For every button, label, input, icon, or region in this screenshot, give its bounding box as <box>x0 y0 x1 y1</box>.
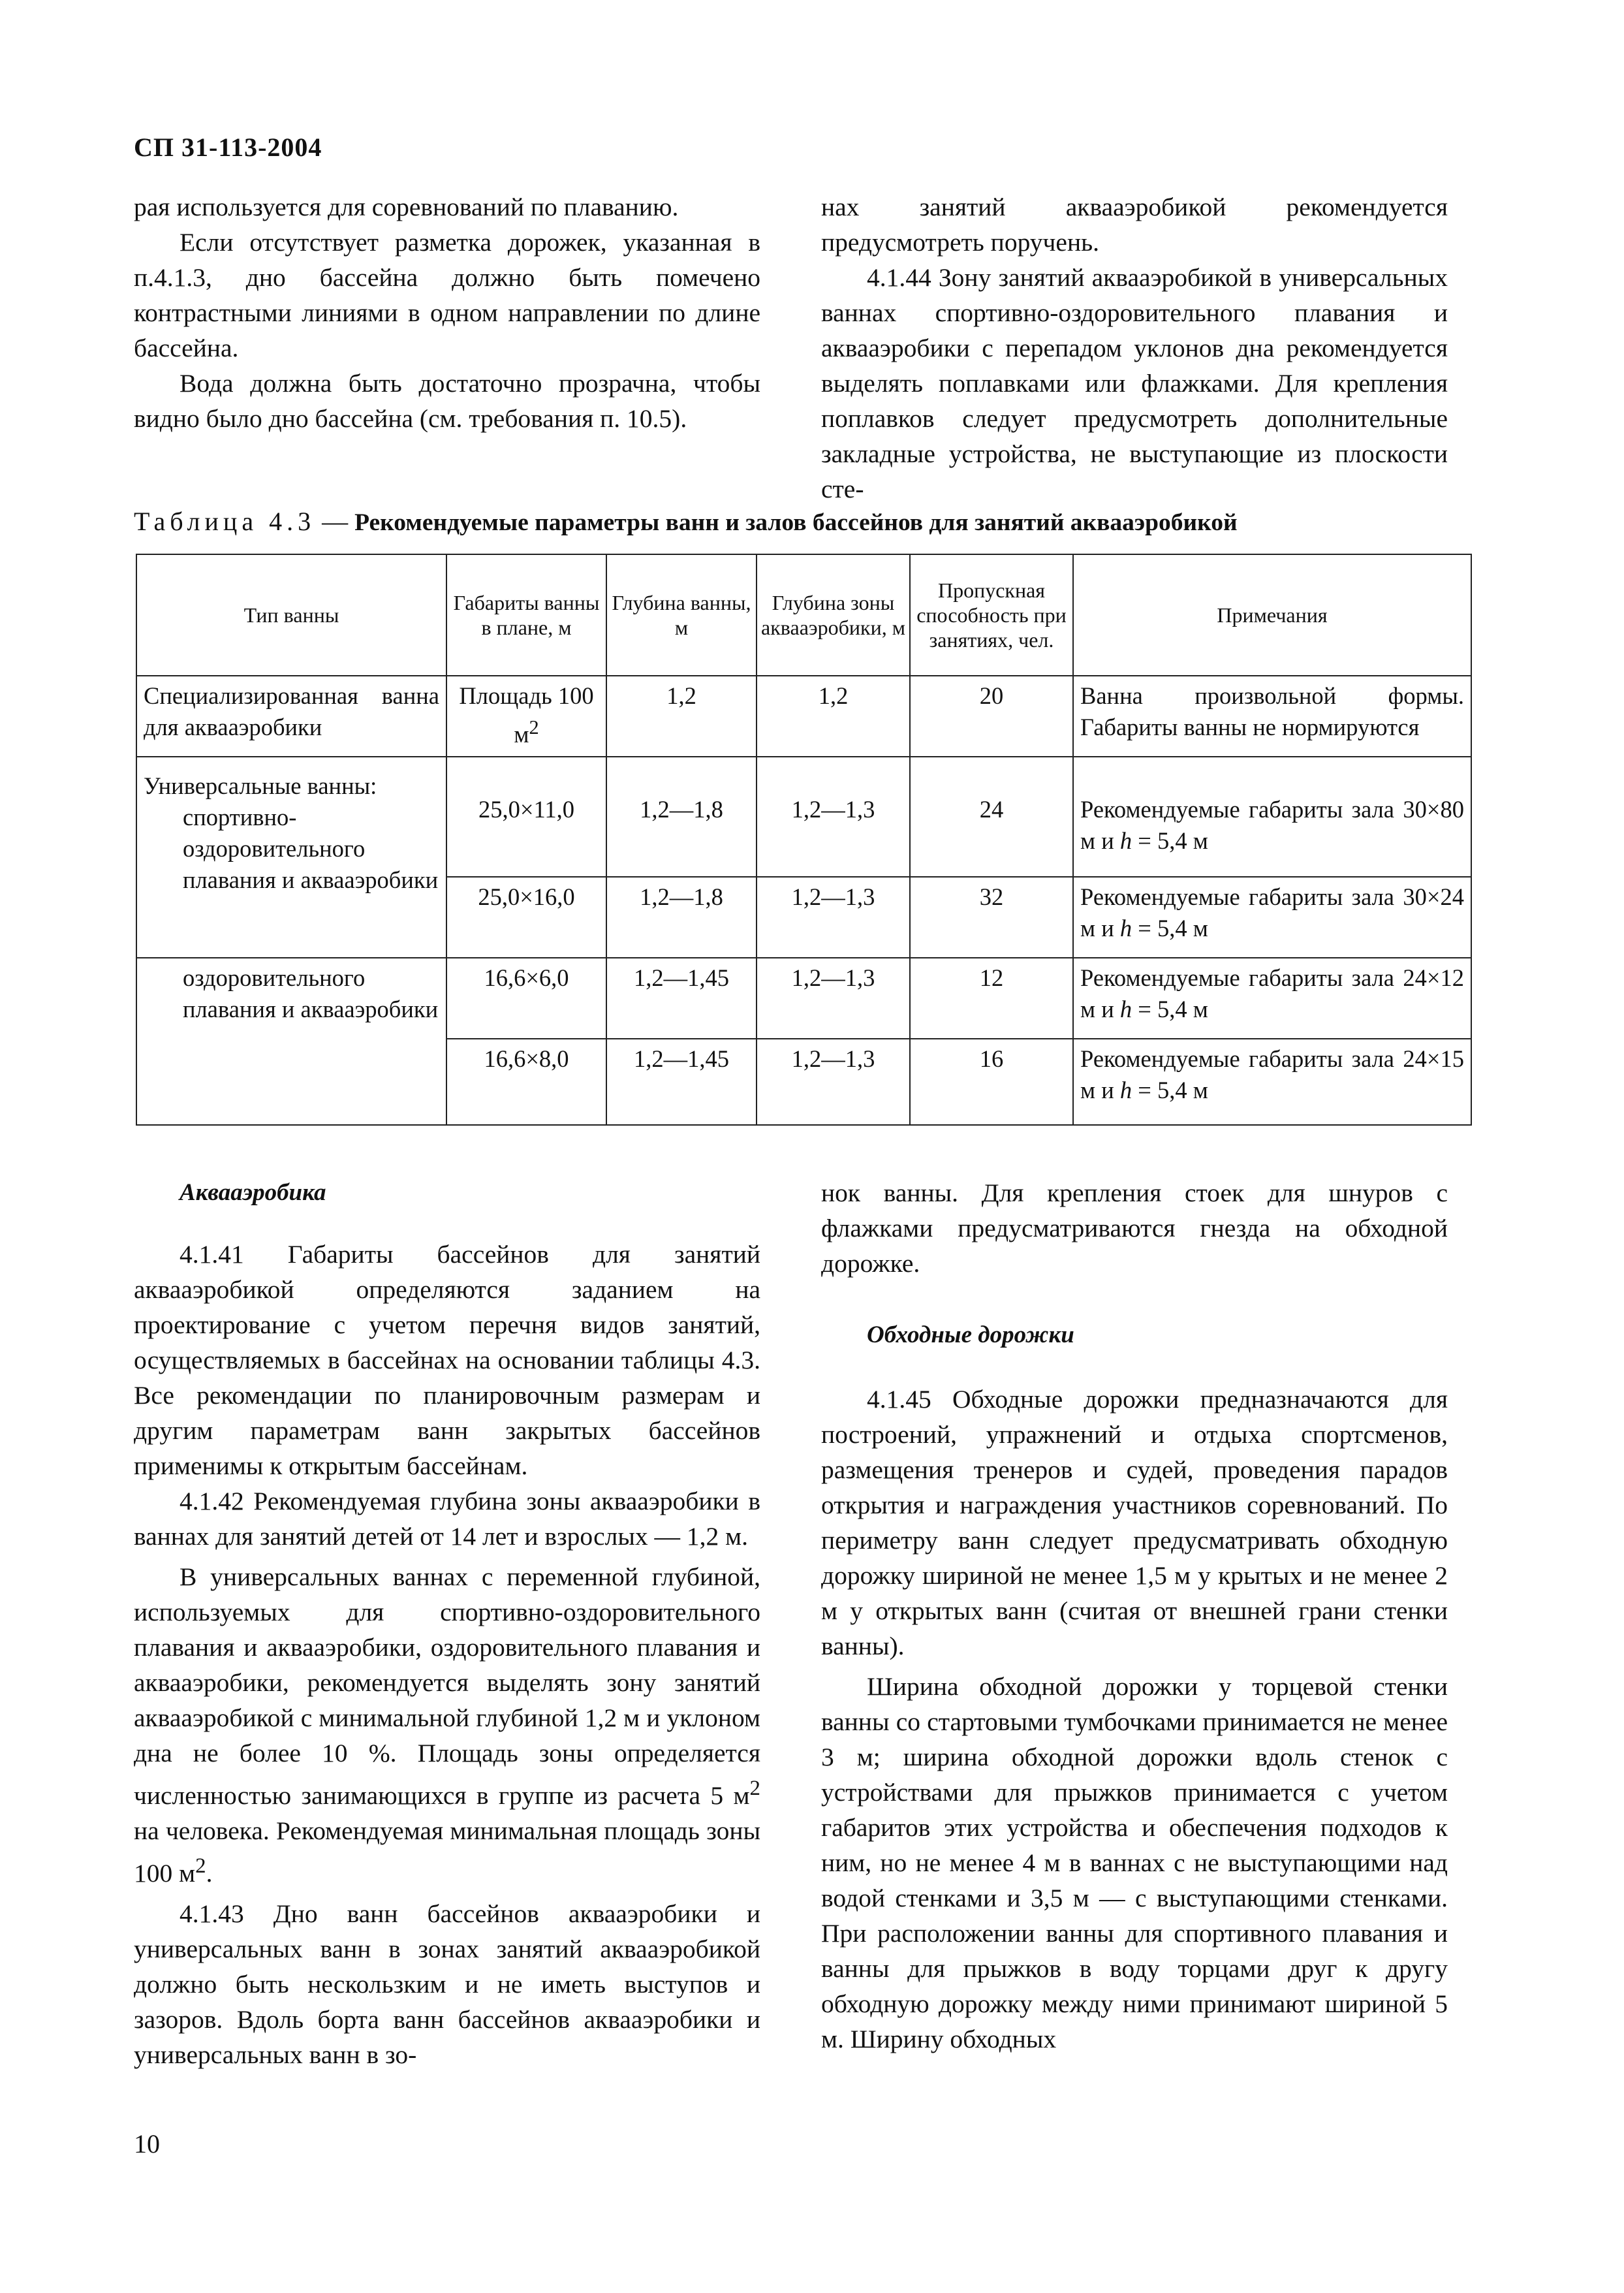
depth-cell: 1,2—1,8 <box>606 877 757 958</box>
paragraph: Вода должна быть достаточно прозрачна, чтобы видно было дно бассейна (см. требования п. 10.5). <box>134 369 760 433</box>
note-cell: Рекомендуемые габариты зала 24×12 м и h = 5,4 м <box>1073 958 1471 1039</box>
capacity-cell: 16 <box>910 1039 1073 1125</box>
section-heading-aquaaerobics: Аквааэробика <box>180 1179 326 1206</box>
type-cell: Универсальные ванны: спортивно-оздоровительного плавания и аквааэробики <box>136 757 446 958</box>
paragraph: 4.1.43 Дно ванн бассейнов аквааэробики и универсальных ванн в зонах занятий аквааэробикой должно быть нескользким и не иметь выступов и зазоров. Вдоль борта ванн бассейнов аквааэробики и универсальных ванн в зо- <box>134 1899 760 2070</box>
header-cell: Глубина ванны, м <box>606 554 757 676</box>
header-cell: Пропускная способность при занятиях, чел. <box>910 554 1073 676</box>
document-code: СП 31-113-2004 <box>134 133 322 162</box>
table-header-row <box>136 554 1471 676</box>
type-cell: Специализированная ванна для аквааэробики <box>136 676 446 757</box>
capacity-cell: 32 <box>910 877 1073 958</box>
header-cell: Примечания <box>1073 554 1471 676</box>
zone-cell: 1,2—1,3 <box>757 1039 910 1125</box>
paragraph: нах занятий аквааэробикой рекомендуется предусмотреть поручень. <box>821 193 1448 257</box>
note-cell: Рекомендуемые габариты зала 24×15 м и h = 5,4 м <box>1073 1039 1471 1125</box>
header-cell: Тип ванны <box>136 554 446 676</box>
depth-cell: 1,2 <box>606 676 757 757</box>
bottom-left-column <box>134 1175 760 2072</box>
paragraph: В универсальных ваннах с переменной глубиной, используемых для спортивно-оздоровительного плавания и аквааэробики, оздоровительного плавания и аквааэробики, рекомендуется выделять зону занятий аквааэробикой с минимальной глубиной 1,2 м и уклоном дна не более 10 %. Площадь зоны определяется численностью занимающихся в группе из расчета 5 $м^2$ на человека. Рекомендуемая минимальная площадь зоны 100 $м^2$. <box>134 1562 760 1888</box>
zone-cell: 1,2—1,3 <box>757 958 910 1039</box>
zone-cell: 1,2 <box>757 676 910 757</box>
paragraph: 4.1.41 Габариты бассейнов для занятий аквааэробикой определяются заданием на проектирование с учетом перечня видов занятий, осуществляемых в бассейнах на основании таблицы 4.3. Все рекомендации по планировочным размерам и другим параметрам ванн закрытых бассейнов применимы к открытым бассейнам. <box>134 1240 760 1480</box>
table-caption <box>134 504 1505 541</box>
top-left-column <box>134 189 760 436</box>
zone-cell: 1,2—1,3 <box>757 877 910 958</box>
note-cell: Рекомендуемые габариты зала 30×24 м и h = 5,4 м <box>1073 877 1471 958</box>
table-caption-label: Таблица 4.3 <box>134 507 316 536</box>
capacity-cell: 12 <box>910 958 1073 1039</box>
paragraph: Ширина обходной дорожки у торцевой стенки ванны со стартовыми тумбочками принимается не менее 3 м; ширина обходной дорожки вдоль стенок с устройствами для прыжков принимается с учетом габаритов этих устройства и обеспечения подходов к ним, но не менее 4 м в ваннах с не выступающими над водой стенками и 3,5 м — с выступающими стенками. При расположении ванны для спортивного плавания и ванны для прыжков в воду торцами друг к другу обходную дорожку между ними принимают шириной 5 м. Ширину обходных <box>821 1672 1448 2053</box>
header-cell: Глубина зоны аквааэробики, м <box>757 554 910 676</box>
paragraph: 4.1.42 Рекомендуемая глубина зоны аквааэробики в ваннах для занятий детей от 14 лет и взрослых — 1,2 м. <box>134 1487 760 1551</box>
paragraph: рая используется для соревнований по плаванию. <box>134 193 679 221</box>
paragraph: нок ванны. Для крепления стоек для шнуров с флажками предусматриваются гнезда на обходной дорожке. <box>821 1178 1448 1278</box>
size-cell: 16,6×8,0 <box>446 1039 606 1125</box>
page-number: 10 <box>134 2129 160 2159</box>
table-caption-title: Рекомендуемые параметры ванн и залов бассейнов для занятий аквааэробикой <box>354 509 1238 536</box>
parameters-table <box>136 554 1472 1126</box>
section-heading-walkways: Обходные дорожки <box>867 1321 1074 1348</box>
table-row <box>136 757 1471 877</box>
bottom-right-column <box>821 1175 1448 2057</box>
paragraph: 4.1.44 Зону занятий аквааэробикой в универсальных ваннах спортивно-оздоровительного плавания и аквааэробики с перепадом уклонов дна рекомендуется выделять поплавками или флажками. Для крепления поплавков следует предусмотреть дополнительные закладные устройства, не выступающие из плоскости сте- <box>821 263 1448 503</box>
capacity-cell: 20 <box>910 676 1073 757</box>
zone-cell: 1,2—1,3 <box>757 757 910 877</box>
size-cell: 25,0×11,0 <box>446 757 606 877</box>
type-cell: оздоровительного плавания и аквааэробики <box>136 958 446 1125</box>
depth-cell: 1,2—1,8 <box>606 757 757 877</box>
note-cell: Рекомендуемые габариты зала 30×80 м и h = 5,4 м <box>1073 757 1471 877</box>
size-cell: 25,0×16,0 <box>446 877 606 958</box>
size-cell: Площадь 100 $м^2$ <box>446 676 606 757</box>
depth-cell: 1,2—1,45 <box>606 958 757 1039</box>
size-cell: 16,6×6,0 <box>446 958 606 1039</box>
depth-cell: 1,2—1,45 <box>606 1039 757 1125</box>
note-cell: Ванна произвольной формы. Габариты ванны не нормируются <box>1073 676 1471 757</box>
table-row <box>136 676 1471 757</box>
paragraph: Если отсутствует разметка дорожек, указанная в п.4.1.3, дно бассейна должно быть помечено контрастными линиями в одном направлении по длине бассейна. <box>134 228 760 362</box>
top-right-column <box>821 189 1448 507</box>
capacity-cell: 24 <box>910 757 1073 877</box>
paragraph: 4.1.45 Обходные дорожки предназначаются для построений, упражнений и отдыха спортсменов, размещения тренеров и судей, проведения парадов открытия и награждения участников соревнований. По периметру ванн следует предусматривать обходную дорожку шириной не менее 1,5 м у крытых и не менее 2 м у открытых ванн (считая от внешней грани стенки ванны). <box>821 1385 1448 1660</box>
table-row <box>136 958 1471 1039</box>
header-cell: Габариты ванны в плане, м <box>446 554 606 676</box>
table-caption-dash: — <box>315 507 355 536</box>
